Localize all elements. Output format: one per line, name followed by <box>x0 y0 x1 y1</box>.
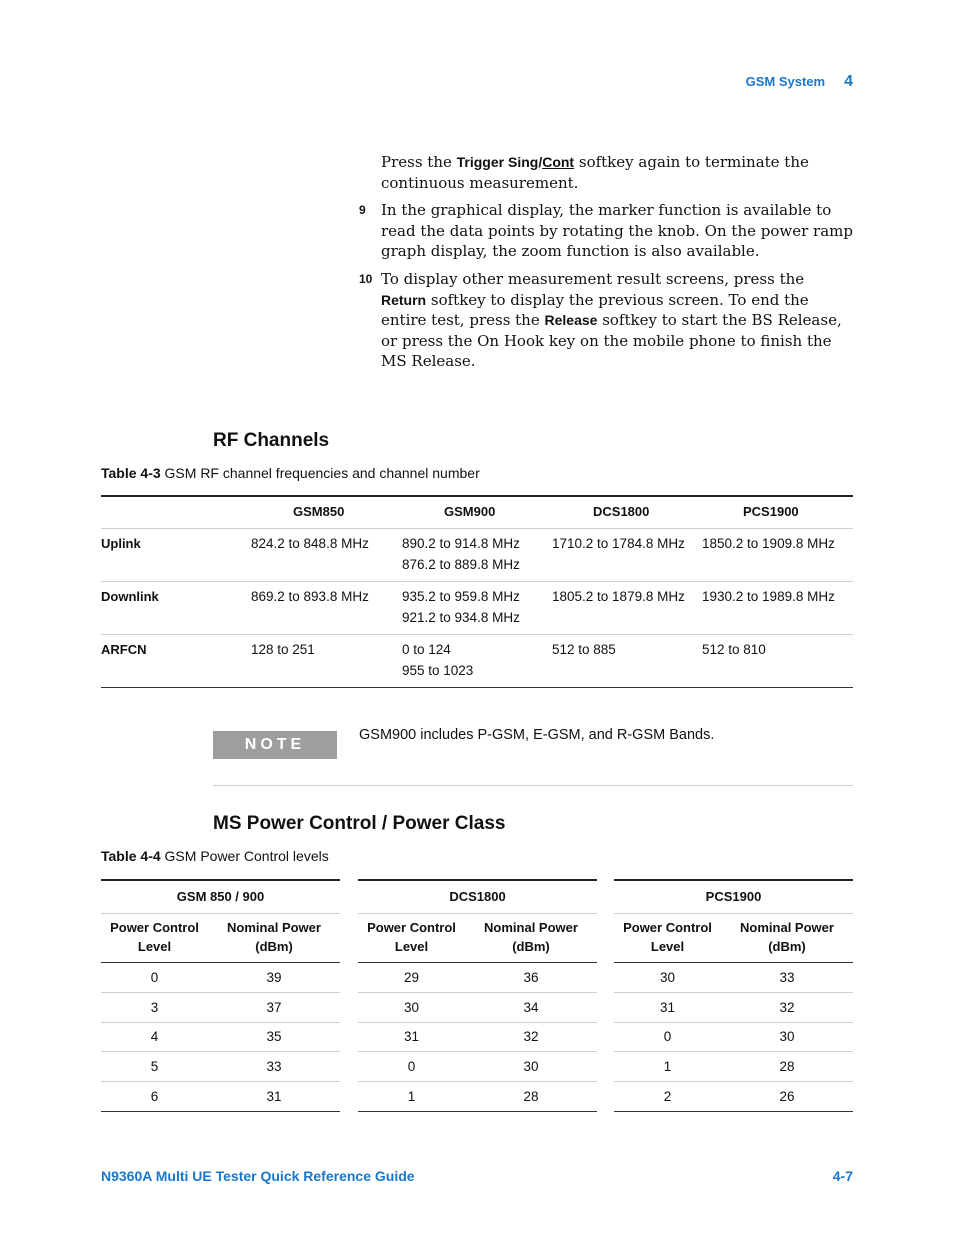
rf-col-header-blank <box>101 496 251 529</box>
power-table-dcs1800 <box>358 879 597 1112</box>
rf-channels-heading: RF Channels <box>213 430 330 451</box>
rf-row-uplink <box>101 529 853 582</box>
power-table-title: GSM 850 / 900 <box>101 880 340 914</box>
footer-title: N9360A Multi UE Tester Quick Reference Guide <box>101 1168 415 1184</box>
table-4-3-caption: Table 4-3 GSM RF channel frequencies and channel number <box>101 465 480 481</box>
rf-cell: 1930.2 to 1989.8 MHz <box>702 582 853 635</box>
header-section-title: GSM System <box>745 74 826 89</box>
table-row: 30 34 <box>358 992 597 1022</box>
table-row: 3 37 <box>101 992 340 1022</box>
power-control-heading: MS Power Control / Power Class <box>213 813 506 834</box>
softkey-return: Return <box>381 291 427 308</box>
rf-row-downlink <box>101 582 853 635</box>
softkey-trigger-sing: Trigger Sing/ <box>456 154 543 170</box>
note-divider <box>213 785 853 786</box>
rf-cell: 1805.2 to 1879.8 MHz <box>552 582 702 635</box>
rf-cell: 1710.2 to 1784.8 MHz <box>552 529 702 582</box>
rf-channel-table <box>101 495 853 688</box>
table-row: 0 30 <box>614 1022 853 1052</box>
power-col-dbm-header: Nominal Power (dBm) <box>208 914 340 963</box>
table-row: 4 35 <box>101 1022 340 1052</box>
rf-cell: 869.2 to 893.8 MHz <box>251 582 402 635</box>
running-header <box>746 73 853 91</box>
power-table-title: PCS1900 <box>614 880 853 914</box>
rf-cell: 512 to 810 <box>702 635 853 688</box>
rf-cell: 890.2 to 914.8 MHz 876.2 to 889.8 MHz <box>402 529 552 582</box>
rf-row-arfcn <box>101 635 853 688</box>
power-col-level-header: Power Control Level <box>614 914 721 963</box>
step-9-number: 9 <box>359 203 366 217</box>
continuation-line-1: Press the Trigger Sing/Cont softkey again to terminate the <box>381 153 809 171</box>
table-row: 5 33 <box>101 1052 340 1082</box>
rf-cell: 935.2 to 959.8 MHz 921.2 to 934.8 MHz <box>402 582 552 635</box>
power-col-dbm-header: Nominal Power (dBm) <box>721 914 853 963</box>
step-9-text: In the graphical display, the marker function is available to read the data points by rotating the knob. On the power ramp graph display, the zoom function is also available. <box>381 201 853 260</box>
step-continuation <box>381 152 809 193</box>
continuation-line-2: continuous measurement. <box>381 173 579 192</box>
power-col-level-header: Power Control Level <box>358 914 465 963</box>
rf-cell: 1850.2 to 1909.8 MHz <box>702 529 853 582</box>
footer-page-number: 4-7 <box>832 1168 853 1184</box>
rf-row-label: ARFCN <box>101 635 251 688</box>
table-row: 0 39 <box>101 963 340 993</box>
rf-cell: 0 to 124 955 to 1023 <box>402 635 552 688</box>
rf-col-header-gsm850: GSM850 <box>293 504 345 519</box>
table-row: 6 31 <box>101 1082 340 1112</box>
rf-row-label: Downlink <box>101 582 251 635</box>
rf-col-header-pcs1900: PCS1900 <box>743 504 799 519</box>
power-col-dbm-header: Nominal Power (dBm) <box>465 914 597 963</box>
power-table-gsm850-900 <box>101 879 340 1112</box>
softkey-release: Release <box>544 312 598 328</box>
rf-cell: 128 to 251 <box>251 635 402 688</box>
table-row: 1 28 <box>614 1052 853 1082</box>
rf-cell: 512 to 885 <box>552 635 702 688</box>
note-text: GSM900 includes P-GSM, E-GSM, and R-GSM Bands. <box>359 727 715 743</box>
rf-col-header-dcs1800: DCS1800 <box>593 504 650 519</box>
softkey-cont: Cont <box>542 154 575 170</box>
step-10-number: 10 <box>359 272 373 286</box>
rf-col-header-gsm900: GSM900 <box>444 504 496 519</box>
power-table-title: DCS1800 <box>358 880 597 914</box>
table-row: 0 30 <box>358 1052 597 1082</box>
table-row: 29 36 <box>358 963 597 993</box>
rf-row-label: Uplink <box>101 529 251 582</box>
table-row: 30 33 <box>614 963 853 993</box>
table-row: 1 28 <box>358 1082 597 1112</box>
rf-cell: 824.2 to 848.8 MHz <box>251 529 402 582</box>
power-table-pcs1900 <box>614 879 853 1112</box>
note-label-box: NOTE <box>213 731 337 759</box>
power-col-level-header: Power Control Level <box>101 914 208 963</box>
table-row: 31 32 <box>358 1022 597 1052</box>
table-4-4-caption: Table 4-4 GSM Power Control levels <box>101 848 329 864</box>
header-chapter-number: 4 <box>844 73 853 90</box>
table-row: 2 26 <box>614 1082 853 1112</box>
step-10-text: To display other measurement result screens, press the Return softkey to display the previous screen. To end the entire test, press the Release softkey to start the BS Release, or press the On Hook key on the mobile phone to finish the MS Release. <box>381 270 842 370</box>
table-row: 31 32 <box>614 992 853 1022</box>
